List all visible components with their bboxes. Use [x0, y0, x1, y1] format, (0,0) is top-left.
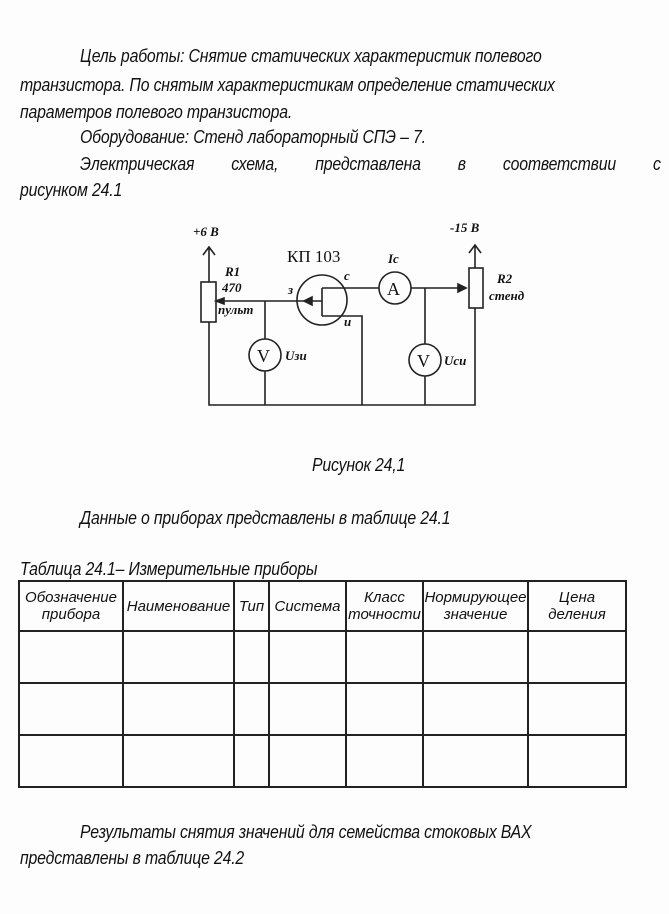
voltmeter-drain-symbol: V: [417, 351, 430, 371]
paragraph-instruments: Данные о приборах представлены в таблице 24.1: [80, 508, 451, 528]
table-header-row: [19, 581, 626, 631]
label-plus6v: +6 В: [193, 224, 219, 239]
paragraph-results-line2: представлены в таблице 24.2: [20, 848, 245, 868]
voltmeter-gate-symbol: V: [257, 346, 270, 366]
header-normalizing: Нормирующее значение: [423, 581, 528, 631]
header-division: Цена деления: [528, 581, 626, 631]
paragraph-scheme-line2: рисунком 24.1: [20, 180, 123, 200]
paragraph-equipment: Оборудование: Стенд лабораторный СПЭ – 7.: [80, 127, 426, 147]
header-designation: Обозначение прибора: [19, 581, 123, 631]
paragraph-goal-line2: транзистора. По снятым характеристикам определение статических: [20, 75, 555, 95]
header-name: Наименование: [123, 581, 234, 631]
label-r1-value: 470: [222, 280, 242, 295]
header-system: Система: [269, 581, 346, 631]
label-r1-location: пульт: [218, 302, 254, 317]
label-transistor: КП 103: [287, 247, 341, 266]
label-drain: с: [344, 268, 350, 283]
label-r2: R2: [497, 271, 513, 286]
label-r2-location: стенд: [489, 288, 525, 303]
header-type: Тип: [234, 581, 269, 631]
figure-caption: Рисунок 24,1: [312, 455, 406, 475]
label-r1: R1: [225, 264, 241, 279]
label-ic: Ic: [388, 251, 399, 266]
paragraph-goal-line3: параметров полевого транзистора.: [20, 102, 293, 122]
table-title: Таблица 24.1– Измерительные приборы: [20, 559, 318, 579]
label-source: и: [344, 314, 352, 329]
paragraph-scheme: Электрическая схема, представлена в соответствии с: [80, 154, 661, 174]
table-row: [19, 735, 626, 787]
label-uzi: Uзи: [285, 348, 307, 363]
ammeter-symbol: A: [387, 279, 400, 299]
header-accuracy: Класс точности: [346, 581, 423, 631]
table-row: [19, 683, 626, 735]
paragraph-results: Результаты снятия значений для семейства стоковых ВАХ: [80, 822, 532, 842]
table-row: [19, 631, 626, 683]
label-minus15v: -15 В: [450, 220, 480, 235]
instruments-table: [18, 580, 627, 788]
label-gate: з: [288, 282, 294, 297]
paragraph-goal: Цель работы: Снятие статических характеристик полевого: [80, 46, 542, 66]
label-usi: Uси: [444, 353, 467, 368]
